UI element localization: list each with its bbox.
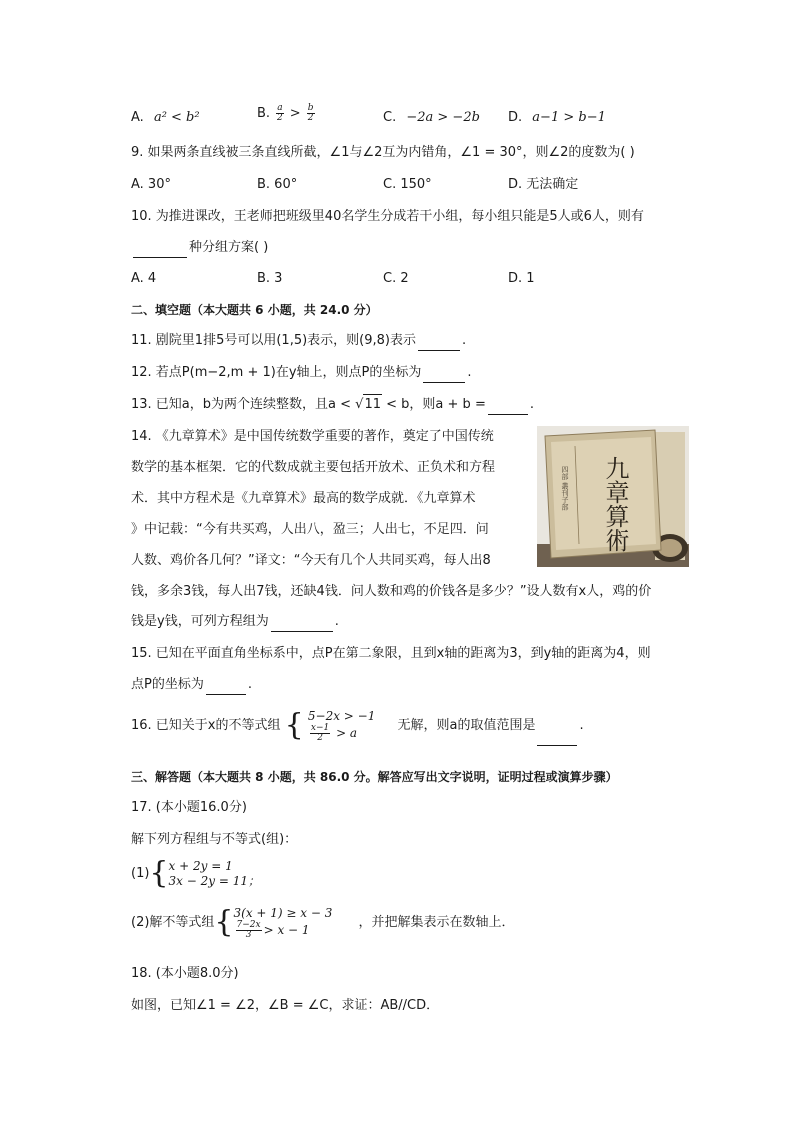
q14-line7: 钱是y钱，可列方程组为 . <box>131 612 339 632</box>
q13: 13. 已知a，b为两个连续整数，且a < √11 < b，则a + b = . <box>131 394 534 415</box>
q16: 16. 已知关于x的不等式组 { 5−2x > −1 $\frac{x-1}{2}$ > a 无解，则a的取值范围是 . <box>131 706 584 746</box>
q10-stem-line2: 种分组方案( ) <box>131 238 268 258</box>
q17-part2: (2)解不等式组{ 3(x + 1) ≥ x − 3 $\frac{7-2x}{3}$ > x − 1 ，并把解集表示在数轴上． <box>131 904 515 940</box>
inequality-system: 3(x + 1) ≥ x − 3 $\frac{7-2x}{3}$ > x − 1 <box>233 905 333 940</box>
answer-blank <box>537 745 577 746</box>
q14-line5: 人数、鸡价各几何？”译文：“今天有几个人共同买鸡，每人出8 <box>131 553 491 568</box>
q15-line1: 15. 已知在平面直角坐标系中，点P在第二象限，且到x轴的距离为3，到y轴的距离为4，则 <box>131 646 651 661</box>
q8-option-c: C. −2a > −2b <box>383 110 480 125</box>
sqrt-radicand: 11 <box>363 394 382 415</box>
q15-line2: 点P的坐标为 . <box>131 675 252 695</box>
q9-option-d: D. 无法确定 <box>508 177 579 192</box>
q10-option-d: D. 1 <box>508 271 535 286</box>
q14-line3: 术．其中方程术是《九章算术》最高的数学成就．《九章算术 <box>131 491 476 506</box>
inequality-system: 5−2x > −1 $\frac{x-1}{2}$ > a <box>307 708 376 743</box>
answer-blank <box>271 631 333 632</box>
q14-line4: 》中记载：“今有共买鸡，人出八，盈三；人出七，不足四．问 <box>131 522 489 537</box>
q10-option-c: C. 2 <box>383 271 409 286</box>
q9-option-b: B. 60° <box>257 177 298 192</box>
fraction: $\frac{b}{2}$ <box>307 103 314 123</box>
fraction: $\frac{7-2x}{3}$ <box>236 919 261 940</box>
q11: 11. 剧院里1排5号可以用(1,5)表示，则(9,8)表示 . <box>131 331 466 351</box>
q14-line2: 数学的基本框架．它的代数成就主要包括开放术、正负术和方程 <box>131 460 496 475</box>
q8-option-a: A. a² < b² <box>131 110 200 125</box>
q8-option-d: D. a−1 > b−1 <box>508 110 606 125</box>
q17-head: 17. (本小题16.0分) <box>131 800 247 815</box>
q18-head: 18. (本小题8.0分) <box>131 966 239 981</box>
answer-blank <box>488 414 528 415</box>
jiuzhang-suanshu-book-image <box>537 426 689 567</box>
sqrt-symbol: √ <box>355 397 364 412</box>
answer-blank <box>206 694 246 695</box>
svg-text:九章算術: 九章算術 <box>601 456 629 552</box>
q10-option-a: A. 4 <box>131 271 157 286</box>
fraction: $\frac{a}{2}$ <box>277 103 283 123</box>
q17-intro: 解下列方程组与不等式(组)： <box>131 832 298 847</box>
left-brace: { <box>149 855 169 891</box>
q9-option-c: C. 150° <box>383 177 432 192</box>
q18-text: 如图，已知∠1 = ∠2，∠B = ∠C，求证：AB//CD． <box>131 998 440 1013</box>
q9-option-a: A. 30° <box>131 177 171 192</box>
left-brace: { <box>284 707 304 743</box>
q9-stem: 9. 如果两条直线被三条直线所截，∠1与∠2互为内错角，∠1 = 30°，则∠2的度数为( ) <box>131 145 635 160</box>
left-brace: { <box>214 904 234 940</box>
fraction: $\frac{x-1}{2}$ <box>310 722 330 743</box>
answer-blank <box>133 257 187 258</box>
section-title-answers: 三、解答题（本大题共 8 小题，共 86.0 分。解答应写出文字说明，证明过程或演算步骤） <box>131 770 618 784</box>
q14-line1: 14. 《九章算术》是中国传统数学重要的著作，奠定了中国传统 <box>131 429 494 444</box>
equation-system: x + 2y = 1 3x − 2y = 11； <box>168 858 260 888</box>
svg-text:四部 叢刊子部: 四部 叢刊子部 <box>561 466 569 511</box>
q14-line6: 钱，多余3钱，每人出7钱，还缺4钱．问人数和鸡的价钱各是多少？”设人数有x人，鸡的价 <box>131 584 652 599</box>
answer-blank <box>423 382 465 383</box>
q12: 12. 若点P(m−2,m + 1)在y轴上，则点P的坐标为 . <box>131 363 472 383</box>
answer-blank <box>418 350 460 351</box>
q10-stem-line1: 10. 为推进课改，王老师把班级里40名学生分成若干小组，每小组只能是5人或6人，则有 <box>131 209 644 224</box>
section-title-fill-in: 二、填空题（本大题共 6 小题，共 24.0 分） <box>131 303 378 317</box>
q17-part1: (1){ x + 2y = 1 3x − 2y = 11； <box>131 855 260 891</box>
q10-option-b: B. 3 <box>257 271 283 286</box>
q8-option-b: B. $\frac{a}{2}$ > $\frac{b}{2}$ <box>257 103 314 123</box>
